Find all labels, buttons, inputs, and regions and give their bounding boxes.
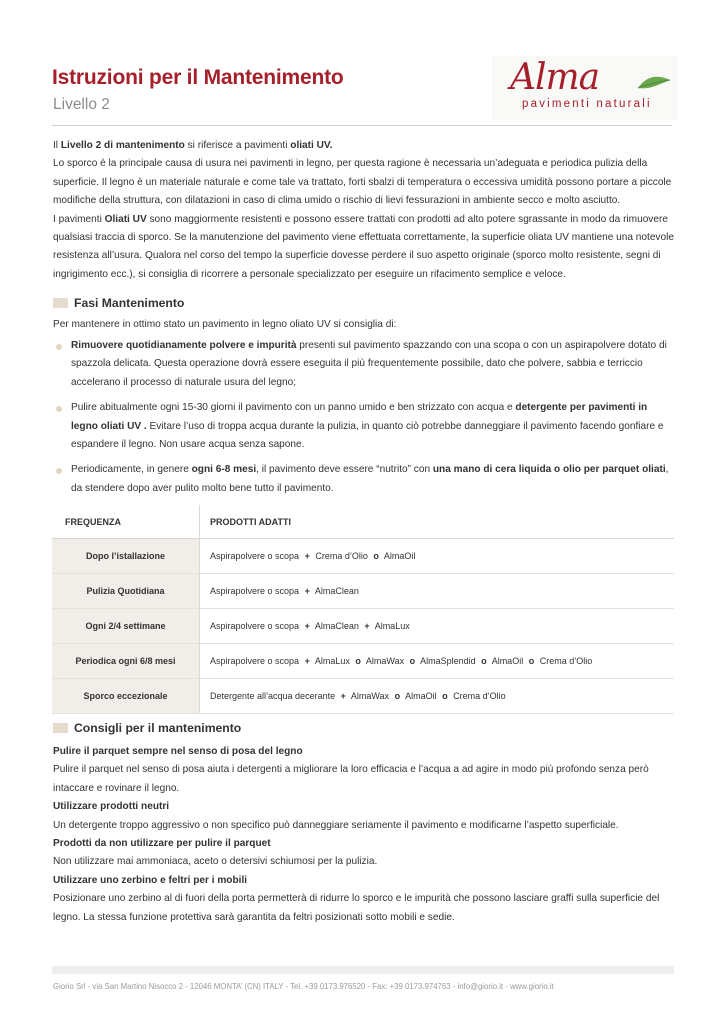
table-row <box>52 644 674 679</box>
bold-text: Oliati UV <box>104 213 147 225</box>
frequenza-cell: Ogni 2/4 settimane <box>52 609 200 644</box>
fasi-lead: Per mantenere in ottimo stato un pavimento in legno oliato UV si consiglia di: <box>53 319 397 330</box>
bold-text: detergente per pavimenti in legno oliati UV . <box>71 402 648 432</box>
table-row <box>52 609 674 644</box>
text-run: Il <box>53 140 61 151</box>
product-name: Aspirapolvere o scopa <box>210 551 300 561</box>
section-consigli-heading <box>53 720 241 736</box>
text-run: Evitare l’uso di troppa acqua durante la pulizia, in quanto ciò potrebbe danneggiare il pavimento facendo gonfiare e espandere il legno. Non usare acqua senza sapone. <box>71 420 664 451</box>
frequenza-cell: Periodica ogni 6/8 mesi <box>52 644 200 679</box>
text-run: Periodicamente, in genere <box>71 464 192 476</box>
product-name: Detergente all’acqua decerante <box>210 691 336 701</box>
text-run: , il pavimento deve essere “nutrito” con <box>256 464 433 476</box>
product-name: AlmaOil <box>383 551 416 561</box>
frequenza-cell: Pulizia Quotidiana <box>52 574 200 609</box>
prodotti-cell <box>200 679 675 714</box>
separator: o <box>409 656 416 666</box>
separator: o <box>394 691 401 701</box>
separator: + <box>364 621 370 631</box>
table-row <box>52 679 674 714</box>
product-name: Aspirapolvere o scopa <box>210 656 300 666</box>
bullet-dot <box>56 406 62 412</box>
tip-text: Pulire il parquet nel senso di posa aiuta i detergenti a migliorare la loro efficacia e l’acqua a ad agire in modo più profondo senza però intaccare e rovinare il legno. <box>53 764 649 794</box>
logo-tagline: pavimenti naturali <box>522 98 652 110</box>
prodotti-cell <box>200 644 675 679</box>
product-name: AlmaWax <box>365 656 405 666</box>
separator: + <box>304 586 310 596</box>
frequenza-cell: Sporco eccezionale <box>52 679 200 714</box>
bullet-dot <box>56 468 62 474</box>
product-name: Crema d’Olio <box>315 551 368 561</box>
bold-text: ogni 6-8 mesi <box>191 464 257 476</box>
page-title: Istruzioni per il Mantenimento <box>52 66 344 89</box>
product-name: AlmaClean <box>314 586 359 596</box>
table-row <box>52 539 674 574</box>
tip-heading: Pulire il parquet sempre nel senso di posa del legno <box>53 746 303 757</box>
table-header-row <box>52 505 674 539</box>
bold-text: una mano di cera liquida o olio per parquet oliati <box>432 464 666 476</box>
product-name: AlmaLux <box>314 656 350 666</box>
text-run: Pulire abitualmente ogni 15-30 giorni il pavimento con un panno umido e ben strizzato con acqua e <box>71 402 516 414</box>
separator: + <box>304 621 310 631</box>
text-run: I pavimenti <box>53 213 105 225</box>
bold-text: oliati UV. <box>290 140 333 151</box>
bold-text: Rimuovere quotidianamente polvere e impurità <box>71 340 297 351</box>
section-fasi-title: Fasi Mantenimento <box>74 296 185 310</box>
separator: o <box>481 656 487 666</box>
list-item <box>53 461 675 498</box>
text-run: presenti sul pavimento spazzando con una scopa o con un aspirapolvere dotato di spazzola delicata. Questa operazione dovrà essere eseguita il più frequentemente possibile, dato che polvere, sabbia e terriccio accelerano il processo di naturale usura del legno; <box>71 340 667 388</box>
product-name: Crema d’Olio <box>539 656 593 666</box>
page-subtitle: Livello 2 <box>53 96 110 113</box>
prodotti-cell <box>200 574 675 609</box>
separator: o <box>373 551 379 561</box>
leaf-icon <box>636 74 672 94</box>
section-consigli-title: Consigli per il mantenimento <box>74 721 242 735</box>
product-name: Crema d’Olio <box>453 691 506 701</box>
products-table <box>52 505 674 714</box>
tip-text: Posizionare uno zerbino al di fuori della porta permetterà di ridurre lo sporco e le impurità che possono lasciare graffi sulla superficie del legno. La stessa funzione protettiva sarà garantita da feltri posizionati sotto mobili e sedie. <box>53 893 660 923</box>
frequenza-cell: Dopo l’istallazione <box>52 539 200 574</box>
prodotti-cell <box>200 609 675 644</box>
logo-wordmark: Alma <box>510 57 600 98</box>
footer-divider <box>52 966 674 974</box>
separator: o <box>355 656 361 666</box>
tip-heading: Utilizzare uno zerbino e feltri per i mobili <box>53 874 248 886</box>
text-run: Lo sporco è la principale causa di usura nei pavimenti in legno, per questa ragione è necessaria un’adeguata e periodica pulizia della superficie. Il legno è un materiale naturale e come tale va trattato, forti sbalzi di temperatura o eccessiva umidità possono portare a piccole modifiche della struttura, con dilatazioni in caso di clima umido o rischio di lievi fessurazioni in ambiente secco e molto asciutto. <box>53 158 672 207</box>
product-name: Aspirapolvere o scopa <box>210 621 300 631</box>
product-name: AlmaWax <box>350 691 390 701</box>
section-marker <box>53 723 68 733</box>
table-row <box>52 574 674 609</box>
product-name: Aspirapolvere o scopa <box>210 586 300 596</box>
text-run: sono maggiormente resistenti e possono essere trattati con prodotti ad alto potere sgrassante in modo da rimuovere qualsiasi traccia di sporco. Se la manutenzione del pavimento viene effettuata correttamente, la superficie oliata UV mantiene una notevole resistenza all’usura. Qualora nel corso del tempo la superficie dovesse perdere il suo aspetto originale (sporco molto resistente, segni di ingrigimento ecc.), si consiglia di ricorrere a personale specializzato per eseguire un rifacimento semplice e veloce. <box>53 213 674 280</box>
header-divider <box>52 125 672 126</box>
separator: + <box>304 551 310 561</box>
section-fasi-heading <box>53 295 184 311</box>
product-name: AlmaClean <box>314 621 359 631</box>
intro-text <box>53 137 675 284</box>
bold-text: Livello 2 di mantenimento <box>60 140 185 151</box>
intro-paragraph <box>53 137 675 155</box>
tip-heading: Utilizzare prodotti neutri <box>53 801 170 813</box>
tip-text: Un detergente troppo aggressivo o non specifico può danneggiare seriamente il pavimento e modificarne l’aspetto superficiale. <box>53 819 619 831</box>
table-header-frequenza: FREQUENZA <box>52 505 200 539</box>
separator: + <box>304 656 310 666</box>
product-name: AlmaOil <box>405 691 437 701</box>
text-run: , da stendere dopo aver pulito molto bene tutto il pavimento. <box>71 464 669 494</box>
list-item <box>53 399 675 454</box>
list-item <box>53 337 675 392</box>
product-name: AlmaLux <box>374 621 410 631</box>
intro-paragraph <box>53 155 675 210</box>
intro-paragraph <box>53 211 675 285</box>
tip-heading: Prodotti da non utilizzare per pulire il parquet <box>53 838 271 850</box>
separator: o <box>528 656 535 666</box>
section-marker <box>53 298 68 308</box>
text-run: si riferisce a pavimenti <box>184 140 291 151</box>
bullet-dot <box>56 344 62 350</box>
fasi-list <box>53 337 675 505</box>
footer-contacts: Giorio Srl - via San Martino Nisocco 2 - 12046 MONTA’ (CN) ITALY - Tel. +39 0173.976520 - Fax: +39 0173.974763 - info@giorio.it - www.giorio.it <box>53 982 554 991</box>
tip-text: Non utilizzare mai ammoniaca, aceto o detersivi schiumosi per la pulizia. <box>53 856 378 868</box>
product-name: AlmaOil <box>491 656 524 666</box>
product-name: AlmaSplendid <box>420 656 476 666</box>
separator: o <box>442 691 448 701</box>
consigli-list <box>53 743 675 927</box>
separator: + <box>340 691 346 701</box>
prodotti-cell <box>200 539 675 574</box>
table-header-prodotti: PRODOTTI ADATTI <box>200 505 675 539</box>
